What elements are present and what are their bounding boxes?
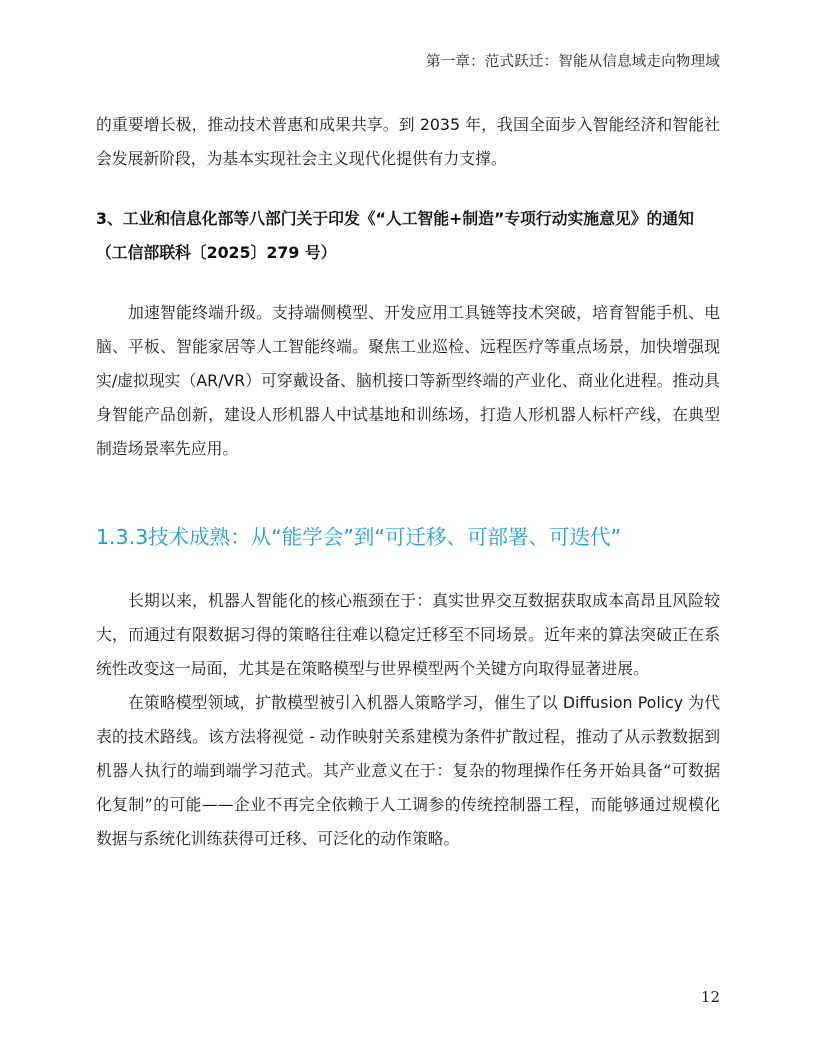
continued-paragraph: 的重要增长极，推动技术普惠和成果共享。到 2035 年，我国全面步入智能经济和智能社会发展新阶段，为基本实现社会主义现代化提供有力支撑。 bbox=[96, 115, 720, 168]
page-number: 12 bbox=[700, 988, 720, 1006]
notice-paragraph: 加速智能终端升级。支持端侧模型、开发应用工具链等技术突破，培育智能手机、电脑、平板、智能家居等人工智能终端。聚焦工业巡检、远程医疗等重点场景，加快增强现实/虚拟现实（AR/VR）可穿戴设备、脑机接口等新型终端的产业化、商业化进程。推动具身智能产品创新，建设人形机器人中试基地和训练场，打造人形机器人标杆产线，在典型制造场景率先应用。 bbox=[96, 303, 720, 458]
running-header: 第一章：范式跃迁：智能从信息域走向物理域 bbox=[426, 54, 720, 70]
section-paragraph: 长期以来，机器人智能化的核心瓶颈在于：真实世界交互数据获取成本高昂且风险较大，而通过有限数据习得的策略往往难以稳定迁移至不同场景。近年来的算法突破正在系统性改变这一局面，尤其是在策略模型与世界模型两个关键方向取得显著进展。 bbox=[96, 591, 720, 678]
notice-heading: 3、工业和信息化部等八部门关于印发《“人工智能+制造”专项行动实施意见》的通知（工信部联科〔2025〕279 号） bbox=[96, 209, 694, 262]
section-paragraph: 在策略模型领域，扩散模型被引入机器人策略学习，催生了以 Diffusion Policy 为代表的技术路线。该方法将视觉 - 动作映射关系建模为条件扩散过程，推动了从示教数据到机器人执行的端到端学习范式。其产业意义在于：复杂的物理操作任务开始具备“可数据化复制”的可能——企业不再完全依赖于人工调参的传统控制器工程，而能够通过规模化数据与系统化训练获得可迁移、可泛化的动作策略。 bbox=[96, 693, 720, 848]
section-heading: 1.3.3技术成熟：从“能学会”到“可迁移、可部署、可迭代” bbox=[96, 525, 622, 549]
notice-paragraph-block bbox=[96, 296, 720, 466]
section-body bbox=[96, 584, 720, 856]
continued-paragraph-block bbox=[96, 108, 720, 176]
